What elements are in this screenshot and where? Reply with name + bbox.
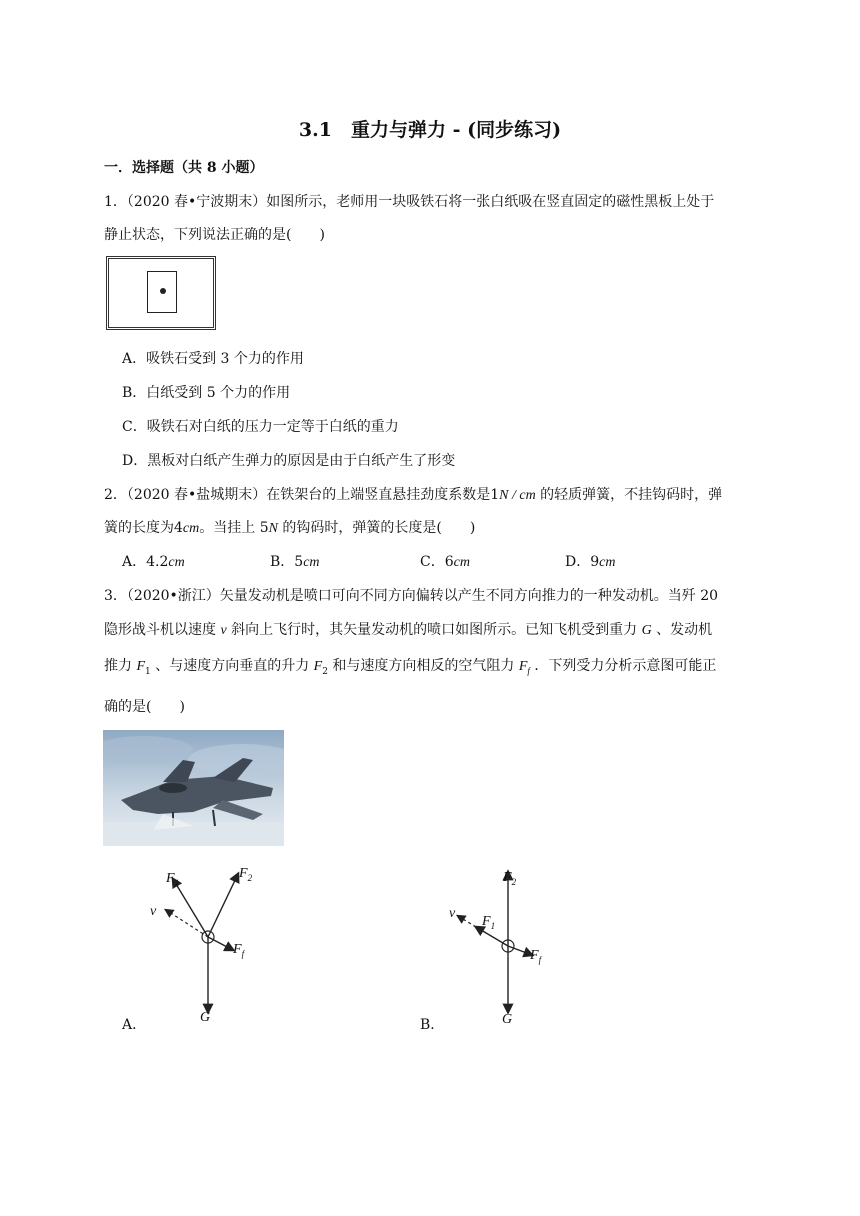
q1-option-c[interactable]: C．吸铁石对白纸的压力一定等于白纸的重力 [122, 419, 399, 435]
diagram-a-label-v: v [150, 904, 157, 919]
q2-option-c[interactable]: C．6cm [420, 554, 470, 570]
jet-fighter-photo [103, 730, 284, 846]
q3-stem-line3: 推力 $F_1$ 、与速度方向垂直的升力 $F_2$ 和与速度方向相反的空气阻力 $F_f$ ．下列受力分析示意图可能正 [104, 658, 717, 677]
diagram-a-label-g: G [200, 1010, 211, 1025]
diagram-a-label-ff: $F_f$ [233, 942, 245, 959]
diagram-a-label-f1: $F_1$ [166, 871, 180, 888]
q3-stem-line2: 隐形战斗机以速度 v 斜向上飞行时，其矢量发动机的喷口如图所示。已知飞机受到重力 G 、发动机 [104, 622, 713, 638]
force-diagram-a [140, 862, 270, 1034]
diagram-b-label-ff: $F_f$ [530, 948, 542, 965]
q1-stem-line1: 1．（2020 春•宁波期末）如图所示，老师用一块吸铁石将一张白纸吸在竖直固定的磁性黑板上处于 [104, 194, 715, 210]
q2-stem-line2: 簧的长度为4cm。当挂上 5N 的钩码时，弹簧的长度是( ) [104, 520, 476, 536]
force-diagram-b [440, 862, 570, 1034]
q2-stem-line1: 2．（2020 春•盐城期末）在铁架台的上端竖直悬挂劲度系数是1N / cm 的轻质弹簧，不挂钩码时，弹 [104, 487, 723, 503]
q1-option-d[interactable]: D．黑板对白纸产生弹力的原因是由于白纸产生了形变 [122, 453, 456, 469]
q2-option-a[interactable]: A．4.2cm [122, 554, 185, 570]
section-heading: 一．选择题（共 8 小题） [104, 160, 264, 176]
magnet-dot [160, 288, 166, 294]
q3-stem-line1: 3．（2020•浙江）矢量发动机是喷口可向不同方向偏转以产生不同方向推力的一种发动机。当歼 20 [104, 588, 719, 604]
q3-option-a[interactable]: A． [122, 1017, 147, 1033]
q1-option-a[interactable]: A．吸铁石受到 3 个力的作用 [122, 351, 304, 367]
q1-stem-line2: 静止状态，下列说法正确的是( ) [104, 227, 325, 243]
q3-stem-line4: 确的是( ) [104, 699, 185, 715]
diagram-b-label-v: v [449, 906, 456, 921]
diagram-b-label-f2: $F_2$ [503, 870, 517, 887]
diagram-a-label-f2: $F_2$ [239, 866, 253, 883]
q2-option-b[interactable]: B．5cm [270, 554, 320, 570]
page-title: 3.1 重力与弹力 - (同步练习) [298, 119, 562, 141]
q3-option-b[interactable]: B． [420, 1017, 445, 1033]
diagram-b-label-f1: $F_1$ [482, 914, 496, 931]
diagram-b-label-g: G [502, 1012, 513, 1027]
q2-option-d[interactable]: D．9cm [565, 554, 616, 570]
q1-option-b[interactable]: B．白纸受到 5 个力的作用 [122, 385, 291, 401]
